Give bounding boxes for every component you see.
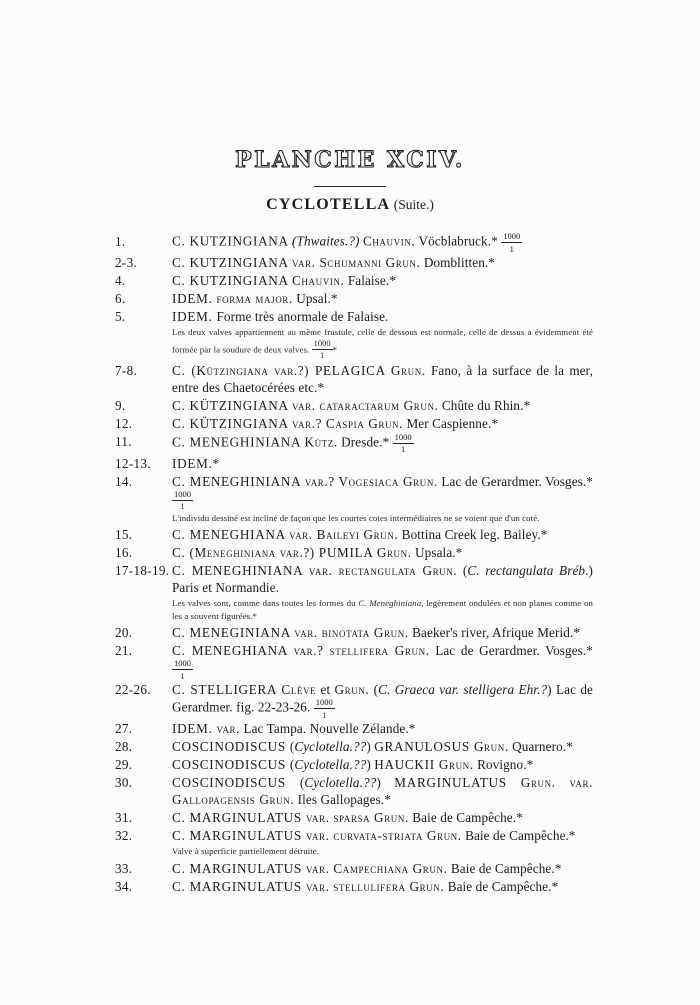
item-text-segment: (	[289, 757, 295, 772]
item-text-segment: COSCINODISCUS	[172, 757, 290, 772]
item-text-segment: C. KUTZINGIANA	[172, 273, 293, 288]
item-text-segment: C. MARGINULATUS	[172, 860, 306, 876]
item-text-segment: PUMILA	[314, 545, 377, 560]
list-item	[115, 681, 593, 719]
item-text-segment: Lac de Gerardmer. Vosges.*	[429, 643, 593, 658]
item-text-segment: Mer Caspienne.*	[403, 415, 499, 431]
item-text-segment: C. STELLIGERA	[172, 682, 282, 697]
fraction-denominator: 1	[322, 709, 327, 720]
figure-number: 28.	[115, 739, 133, 754]
title-divider-rule	[314, 186, 386, 187]
list-item	[115, 526, 593, 543]
section-heading	[0, 196, 700, 214]
list-item	[115, 433, 593, 454]
figure-number: 29.	[115, 757, 133, 772]
list-item	[115, 415, 593, 432]
item-note	[172, 845, 593, 858]
item-text-segment: Fano, à la surface de la mer, entre des Chaetocérées etc.*	[172, 362, 593, 395]
item-text-segment: PELAGICA	[309, 362, 391, 378]
list-item	[115, 756, 593, 773]
item-text-segment: Grun.	[334, 682, 370, 697]
figure-number: 34.	[115, 878, 133, 894]
item-text-segment: (	[289, 739, 295, 754]
item-text-segment: C. KÜTZINGIANA	[172, 415, 293, 431]
item-text-segment: Lac Tampa. Nouvelle Zélande.*	[240, 721, 416, 736]
magnification-fraction	[314, 698, 335, 719]
fraction-denominator: 1	[401, 444, 406, 454]
list-item	[115, 290, 593, 307]
item-text-segment: et	[316, 682, 335, 697]
item-text-segment: var. binotata Grun.	[294, 625, 409, 640]
item-text-segment: IDEM.	[172, 721, 217, 736]
figure-number: 12-13.	[115, 455, 151, 471]
figure-number: 33.	[115, 860, 133, 876]
item-text-segment: C. MENEGHINIANA	[172, 563, 309, 578]
figure-number: 1.	[115, 233, 126, 249]
item-text-segment: C. rectangulata Bréb	[467, 563, 586, 578]
item-text-segment: C. MENEGINIANA	[172, 625, 295, 640]
item-text-segment: Les valves sont, comme dans toutes les formes du	[172, 598, 359, 608]
item-text-segment: Grun.	[438, 757, 474, 772]
item-text-segment: Valve à superficie partiellement détruite.	[172, 846, 320, 856]
item-text-segment: var. Baileyi Grun.	[289, 527, 399, 542]
figure-number: 32.	[115, 828, 133, 843]
item-text-segment: Grun.	[473, 739, 509, 754]
list-item	[115, 878, 593, 895]
item-text-segment: (Thwaites.?)	[292, 233, 363, 249]
list-item	[115, 254, 593, 271]
item-text-segment: Baie de Campêche.*	[444, 878, 559, 894]
fraction-denominator: 1	[180, 501, 185, 511]
item-text-segment: ) Lac de Gerardmer. fig. 22-23-26.	[172, 682, 593, 715]
item-text-segment: Grun.	[390, 362, 426, 378]
figure-number: 7-8.	[115, 362, 138, 378]
figure-number: 15.	[115, 527, 133, 542]
item-text-segment: var.? Vogesiaca Grun.	[304, 473, 438, 489]
list-item	[115, 308, 593, 360]
item-text-segment: )	[376, 775, 395, 790]
item-text-segment: )	[366, 739, 375, 754]
item-text-segment: C. MARGINULATUS	[172, 878, 306, 894]
figure-number: 22-26.	[115, 682, 151, 697]
magnification-fraction	[172, 659, 193, 680]
item-text-segment: Baie de Campêche.*	[461, 828, 576, 843]
fraction-denominator: 1	[180, 670, 185, 681]
item-text-segment: IDEM.*	[172, 455, 220, 471]
item-text-segment: var.	[216, 721, 241, 736]
figure-number: 16.	[115, 545, 133, 560]
section-suffix: (Suite.)	[393, 197, 434, 212]
item-text-segment: GRANULOSUS	[374, 739, 474, 754]
item-text-segment: (Meneghiniana var.?)	[189, 545, 315, 560]
item-text-segment: Chûte du Rhin.*	[438, 397, 531, 413]
item-text-segment: C. MARGINULATUS	[172, 810, 306, 825]
list-item	[115, 362, 593, 396]
item-text-segment: HAUCKII	[374, 757, 439, 772]
item-text-segment: var. cataractarum Grun.	[292, 397, 439, 413]
item-text-segment: Kütz.	[304, 434, 338, 449]
item-text-segment: C.	[172, 362, 192, 378]
item-text-segment: var.? stellifera Grun.	[293, 643, 430, 658]
item-text-segment: Cyclotella.??	[304, 775, 377, 790]
list-item	[115, 642, 593, 680]
figure-number: 31.	[115, 810, 133, 825]
magnification-fraction	[312, 339, 333, 360]
figure-number: 6.	[115, 291, 126, 306]
item-text-segment: COSCINODISCUS	[172, 775, 300, 790]
magnification-fraction	[393, 433, 414, 454]
item-text-segment: C. MENEGHINIANA	[172, 473, 305, 489]
item-text-segment: IDEM.	[172, 291, 217, 306]
item-text-segment: MARGINULATUS	[394, 775, 521, 790]
item-text-segment: var. rectangulata Grun.	[308, 563, 458, 578]
fraction-numerator: 1000	[174, 488, 191, 499]
item-text-segment: IDEM.	[172, 309, 217, 324]
fraction-numerator: 1000	[394, 431, 412, 442]
item-text-segment: Lac de Gerardmer. Vosges.*	[437, 473, 593, 489]
item-text-segment: C. MENEGHINIANA	[172, 434, 305, 449]
list-item	[115, 720, 593, 737]
item-text-segment: Clève	[281, 682, 317, 697]
fraction-numerator: 1000	[174, 658, 191, 668]
list-item	[115, 562, 593, 622]
item-text-segment: Cyclotella.??	[294, 757, 367, 772]
item-text-segment: Upsal.*	[292, 291, 338, 306]
figure-number: 12.	[115, 415, 133, 431]
list-item	[115, 473, 593, 525]
list-item	[115, 272, 593, 289]
figure-number: 2-3.	[115, 255, 138, 270]
fraction-numerator: 1000	[315, 697, 333, 707]
item-text-segment: Upsala.*	[411, 545, 463, 560]
fraction-numerator: 1000	[503, 231, 521, 241]
item-text-segment: Cyclotella.??	[294, 739, 367, 754]
item-text-segment: Les deux valves appartiennent au même frustule, celle de dessous est normale, celle de dessus a évidemment été formée par la soudure de deux valves.	[172, 327, 593, 354]
item-text-segment: COSCINODISCUS	[172, 739, 290, 754]
magnification-fraction	[172, 490, 193, 511]
fraction-denominator: 1	[509, 243, 514, 254]
figure-number: 11.	[115, 434, 132, 449]
list-item	[115, 455, 593, 472]
list-item	[115, 774, 593, 808]
item-text-segment: var.? Caspia Grun.	[292, 415, 404, 431]
item-text-segment: (	[457, 563, 468, 578]
item-text-segment: C. MENEGHIANA	[172, 527, 290, 542]
figure-number: 5.	[115, 309, 126, 324]
list-item	[115, 738, 593, 755]
figure-number: 27.	[115, 721, 133, 736]
item-text-segment: Domblitten.*	[420, 255, 495, 270]
item-text-segment: Forme très anormale de Falaise.	[216, 309, 389, 324]
item-text-segment: C. KÜTZINGIANA	[172, 397, 293, 413]
item-text-segment: )	[366, 757, 375, 772]
fraction-denominator: 1	[320, 350, 325, 360]
item-text-segment: C. Graeca var. stelligera Ehr.?	[378, 682, 548, 697]
list-item	[115, 232, 593, 253]
item-text-segment: Chauvin.	[292, 273, 345, 288]
figure-list	[115, 231, 593, 895]
item-text-segment: Dresde.*	[337, 434, 393, 449]
item-text-segment: forma major.	[216, 291, 293, 306]
item-text-segment: *	[332, 344, 338, 354]
item-note	[172, 597, 593, 622]
item-text-segment: Grun. var. Gallopagensis Grun.	[172, 775, 594, 807]
figure-number: 4.	[115, 273, 126, 288]
plate-title: PLANCHE XCIV.	[235, 147, 465, 173]
item-note	[172, 326, 593, 360]
item-note	[172, 512, 593, 525]
genus-name: CYCLOTELLA	[266, 196, 391, 213]
figure-number: 17-18-19.	[115, 563, 170, 578]
list-item	[115, 544, 593, 561]
item-text-segment: Iles Gallopages.*	[294, 792, 391, 807]
magnification-fraction	[501, 232, 522, 253]
list-item	[115, 809, 593, 826]
item-text-segment: , legèrement ondulées et non planes comme on les a souvent figurées.*	[172, 598, 593, 621]
figure-number: 30.	[115, 775, 133, 790]
item-text-segment: C. Meneghiniana	[358, 598, 422, 608]
list-item	[115, 624, 593, 641]
item-text-segment: Baie de Campêche.*	[408, 810, 523, 825]
item-text-segment: Rovigno.*	[473, 757, 534, 772]
item-text-segment: Grun.	[376, 545, 412, 560]
figure-number: 14.	[115, 473, 133, 489]
item-text-segment: C. MENEGHIANA	[172, 643, 294, 658]
item-text-segment: .) Paris et Normandie.	[172, 563, 593, 595]
item-text-segment: Baeker's river, Afrique Merid.*	[408, 625, 581, 640]
item-text-segment: Vöcblabruck.*	[415, 233, 502, 249]
item-text-segment: C. KUTZINGIANA	[172, 255, 293, 270]
item-text-segment: var. Schumanni Grun.	[292, 255, 421, 270]
item-text-segment: var. Campechiana Grun.	[305, 860, 448, 876]
item-text-segment: Bottina Creek leg. Bailey.*	[398, 527, 548, 542]
figure-number: 20.	[115, 625, 133, 640]
item-text-segment: (	[369, 682, 379, 697]
item-text-segment: C. MARGINULATUS	[172, 828, 306, 843]
item-text-segment: (	[299, 775, 305, 790]
item-text-segment: Baie de Campêche.*	[447, 860, 562, 876]
item-text-segment: L'individu dessiné est incliné de façon que les courtes cotes intermédiaires ne se voient que d'un coté.	[172, 512, 540, 523]
item-text-segment: var. stellulifera Grun.	[305, 878, 445, 894]
item-text-segment: Quarnero.*	[508, 739, 573, 754]
item-text-segment: var. curvata-striata Grun.	[305, 828, 462, 843]
list-item	[115, 827, 593, 858]
figure-number: 21.	[115, 643, 133, 658]
item-text-segment: C. KUTZINGIANA	[172, 233, 293, 249]
list-item	[115, 397, 593, 414]
figure-number: 9.	[115, 397, 126, 413]
list-item	[115, 860, 593, 877]
item-text-segment: C.	[172, 545, 190, 560]
item-text-segment: Falaise.*	[344, 273, 396, 288]
item-text-segment: (Kützingiana var.?)	[191, 362, 310, 378]
fraction-numerator: 1000	[313, 337, 331, 348]
item-text-segment: Chauvin.	[362, 233, 416, 249]
item-text-segment: var. sparsa Grun.	[305, 810, 409, 825]
